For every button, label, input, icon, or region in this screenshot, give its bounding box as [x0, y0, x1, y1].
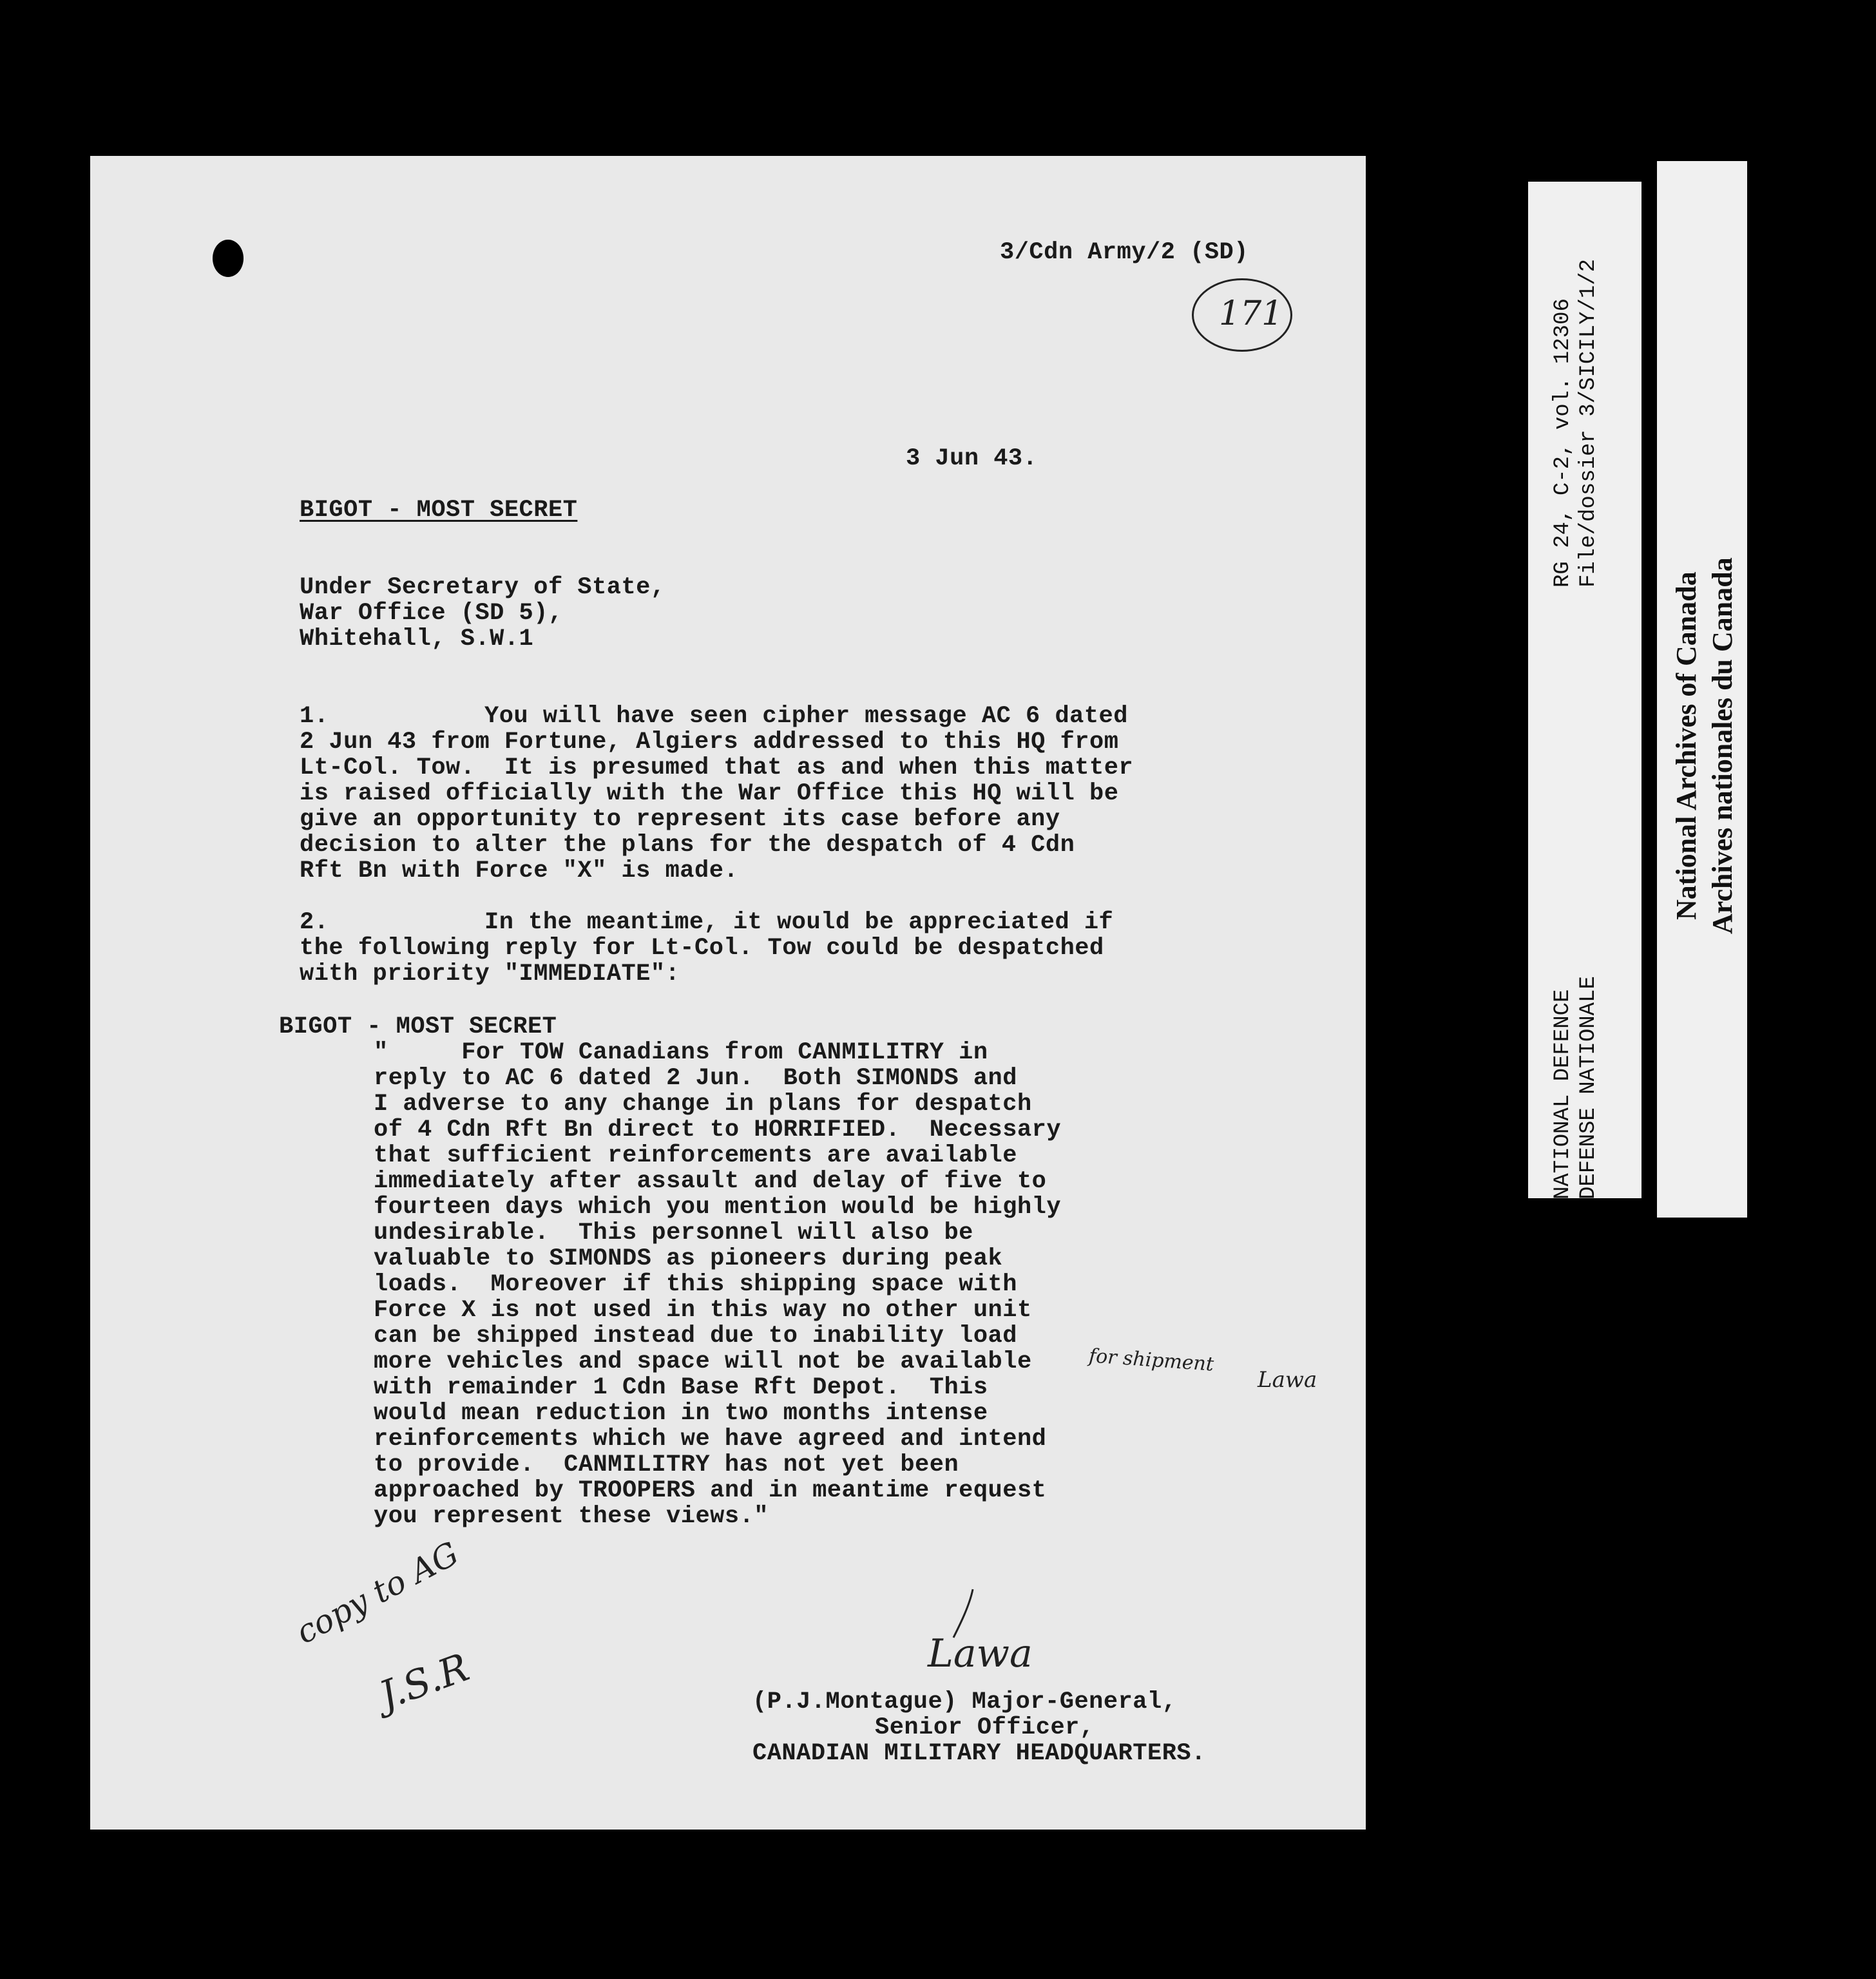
signature-line: (P.J.Montague) Major-General, [752, 1688, 1177, 1716]
archive-name [1669, 557, 1741, 934]
address-line: Whitehall, S.W.1 [300, 626, 534, 653]
message-line: " For TOW Canadians from CANMILITRY in [374, 1039, 988, 1066]
message-line: reply to AC 6 dated 2 Jun. Both SIMONDS and [374, 1065, 1017, 1092]
paragraph-line: give an opportunity to represent its case before any [300, 806, 1060, 833]
signature: Lawa [928, 1631, 1033, 1676]
message-line: more vehicles and space will not be available [374, 1348, 1032, 1375]
message-line: you represent these views." [374, 1503, 769, 1530]
reference-line: RG 24, C-2, vol. 12306 [1551, 298, 1575, 588]
archive-reference [1550, 259, 1602, 588]
paragraph-line: the following reply for Lt-Col. Tow could be despatched [300, 935, 1104, 962]
file-reference: 3/Cdn Army/2 (SD) [1000, 239, 1249, 266]
message-line: to provide. CANMILITRY has not yet been [374, 1451, 959, 1478]
message-line: immediately after assault and delay of five to [374, 1168, 1047, 1195]
document-date: 3 Jun 43. [906, 445, 1038, 472]
paragraph-line: In the meantime, it would be appreciated if [484, 909, 1114, 936]
corner-note: copy to AG [290, 1534, 465, 1652]
archive-department [1550, 976, 1602, 1200]
message-line: of 4 Cdn Rft Bn direct to HORRIFIED. Necessary [374, 1116, 1062, 1143]
message-line: Force X is not used in this way no other unit [374, 1297, 1032, 1324]
archive-name-line: Archives nationales du Canada [1707, 557, 1738, 934]
punch-hole [213, 240, 244, 277]
document-page [90, 156, 1366, 1830]
archive-name-line: National Archives of Canada [1670, 571, 1702, 920]
department-line: NATIONAL DEFENCE [1551, 989, 1575, 1200]
message-line: with remainder 1 Cdn Base Rft Depot. This [374, 1374, 988, 1401]
department-line: DEFENSE NATIONALE [1576, 976, 1601, 1200]
folio-number: 171 [1219, 294, 1283, 333]
margin-note: for shipment [1088, 1344, 1215, 1376]
signature-line: Senior Officer, [875, 1714, 1095, 1741]
message-line: fourteen days which you mention would be highly [374, 1194, 1062, 1221]
address-line: War Office (SD 5), [300, 600, 563, 627]
archive-name-strip [1657, 161, 1747, 1218]
margin-initials: Lawa [1258, 1367, 1317, 1393]
archive-reference-strip [1528, 182, 1642, 1198]
reference-line: File/dossier 3/SICILY/1/2 [1576, 258, 1601, 588]
message-heading: BIGOT - MOST SECRET [279, 1013, 557, 1040]
message-line: valuable to SIMONDS as pioneers during peak [374, 1245, 1003, 1272]
paragraph-line: decision to alter the plans for the despatch of 4 Cdn [300, 832, 1075, 859]
paragraph-line: is raised officially with the War Office this HQ will be [300, 780, 1119, 807]
paragraph-line: Rft Bn with Force "X" is made. [300, 857, 739, 884]
message-line: I adverse to any change in plans for despatch [374, 1091, 1032, 1118]
paragraph-line: 2 Jun 43 from Fortune, Algiers addressed to this HQ from [300, 729, 1119, 756]
message-line: approached by TROOPERS and in meantime request [374, 1477, 1047, 1504]
message-line: reinforcements which we have agreed and intend [374, 1426, 1047, 1453]
paragraph-line: You will have seen cipher message AC 6 dated [484, 703, 1128, 730]
message-line: loads. Moreover if this shipping space with [374, 1271, 1017, 1298]
paragraph-line: with priority "IMMEDIATE": [300, 961, 680, 988]
signature-line: CANADIAN MILITARY HEADQUARTERS. [752, 1740, 1206, 1767]
message-line: can be shipped instead due to inability load [374, 1323, 1017, 1350]
message-line: undesirable. This personnel will also be [374, 1219, 973, 1247]
corner-note-initials: J.S.R [374, 1645, 475, 1719]
message-line: would mean reduction in two months intense [374, 1400, 988, 1427]
paragraph-line: Lt-Col. Tow. It is presumed that as and when this matter [300, 754, 1134, 781]
classification-heading: BIGOT - MOST SECRET [300, 497, 578, 524]
address-line: Under Secretary of State, [300, 574, 665, 601]
paragraph-number: 2. [300, 909, 329, 936]
paragraph-number: 1. [300, 703, 329, 730]
message-line: that sufficient reinforcements are available [374, 1142, 1017, 1169]
